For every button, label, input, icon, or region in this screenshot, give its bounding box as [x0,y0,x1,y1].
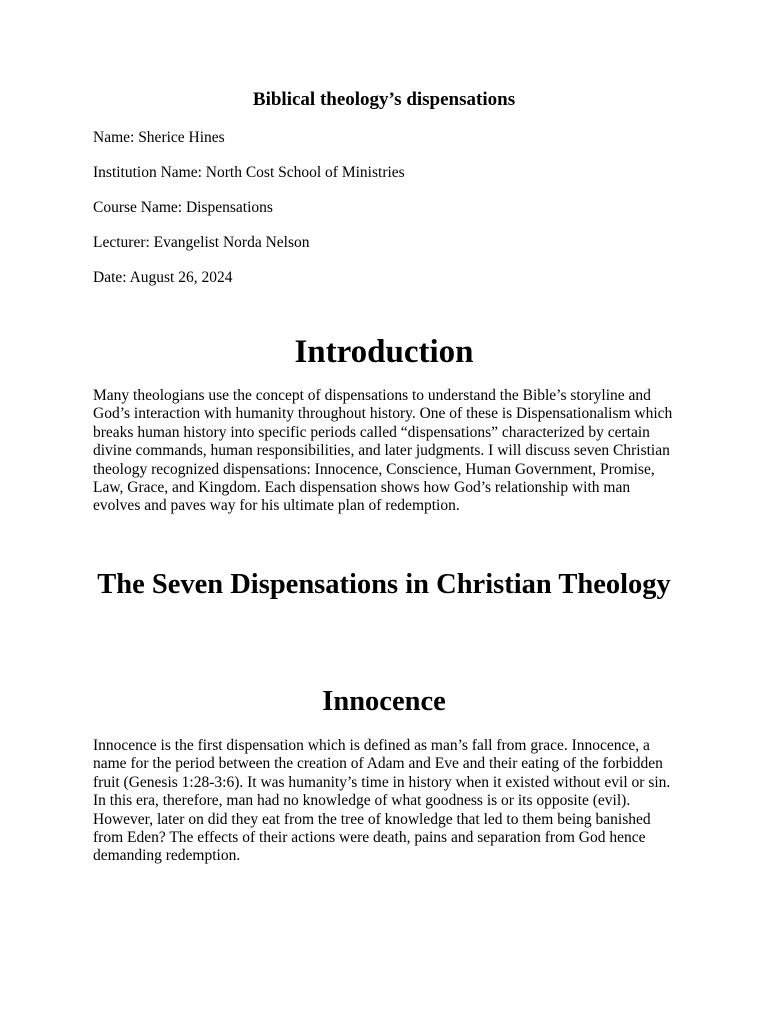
innocence-heading: Innocence [322,686,446,717]
introduction-heading: Introduction [294,334,474,370]
institution-name: Institution Name: North Cost School of Ministries [93,164,405,181]
document-date: Date: August 26, 2024 [93,269,233,286]
seven-dispensations-heading: The Seven Dispensations in Christian Theology [97,569,671,600]
course-name: Course Name: Dispensations [93,199,273,216]
author-name: Name: Sherice Hines [93,129,225,146]
innocence-paragraph: Innocence is the first dispensation which is defined as man’s fall from grace. Innocence, a name for the period between the creation of Adam and Eve and their eating of the forbidden fruit (Genesis 1:28-3:6). It was humanity’s time in history when it existed without evil or sin. In this era, therefore, man had no knowledge of what goodness is or its opposite (evil). However, later on did they eat from the tree of knowledge that led to them being banished from Eden? The effects of their actions were death, pains and separation from God hence demanding redemption. [93,737,671,865]
lecturer-name: Lecturer: Evangelist Norda Nelson [93,234,310,251]
document-title: Biblical theology’s dispensations [252,89,516,110]
introduction-paragraph: Many theologians use the concept of dispensations to understand the Bible’s storyline and God’s interaction with humanity throughout history. One of these is Dispensationalism which breaks human history into specific periods called “dispensations” characterized by certain divine commands, human responsibilities, and later judgments. I will discuss seven Christian theology recognized dispensations: Innocence, Conscience, Human Government, Promise, Law, Grace, and Kingdom. Each dispensation shows how God’s relationship with man evolves and paves way for his ultimate plan of redemption. [93,387,673,515]
